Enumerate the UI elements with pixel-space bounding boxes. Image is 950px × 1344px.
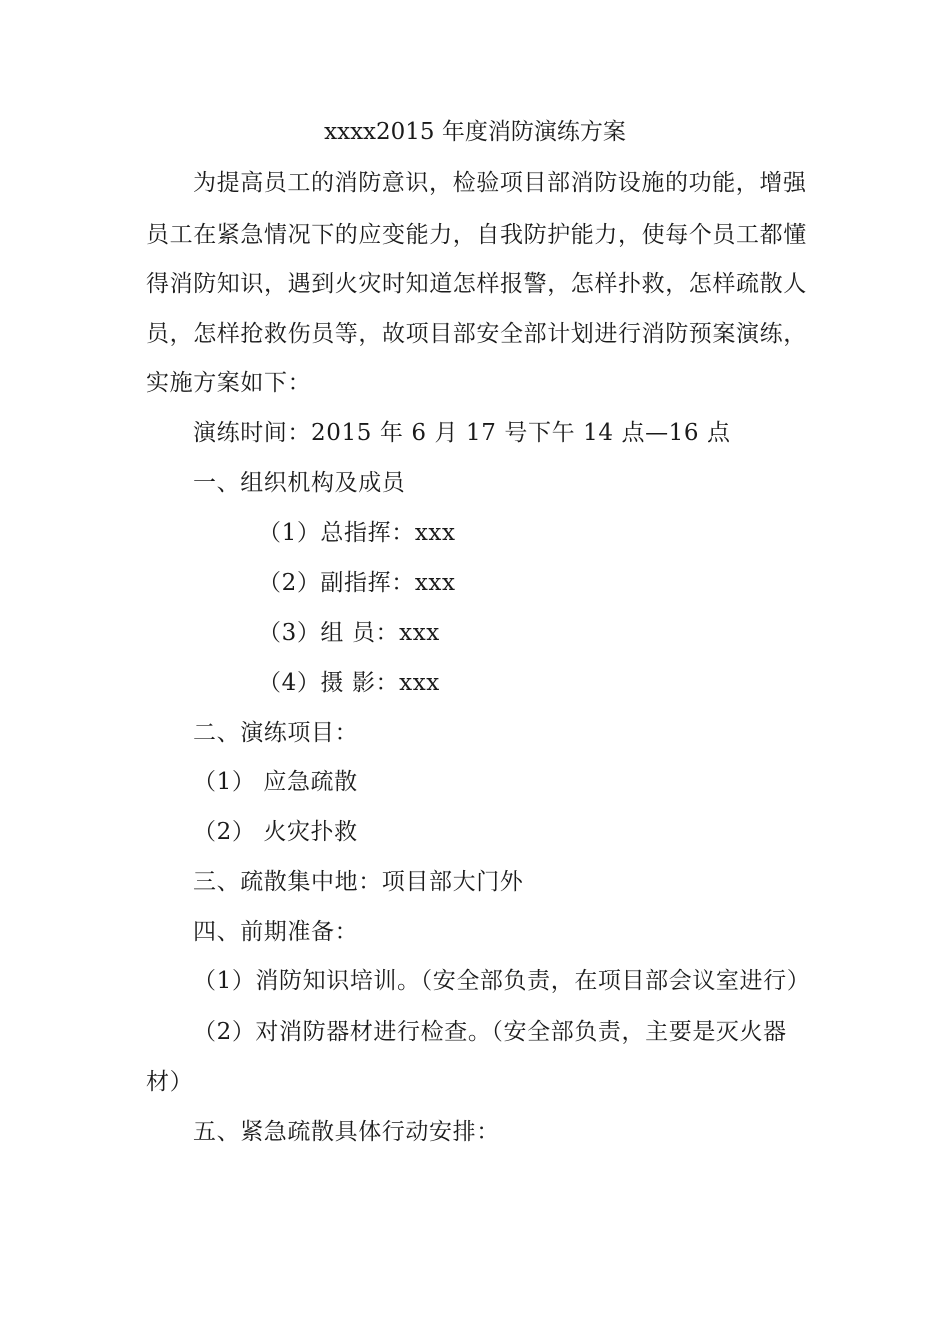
member-team: （3）组 员：xxx bbox=[258, 620, 440, 646]
intro-line-2: 员工在紧急情况下的应变能力，自我防护能力，使每个员工都懂 bbox=[146, 222, 807, 248]
drill-item-evacuation: （1） 应急疏散 bbox=[193, 769, 358, 795]
drill-time: 演练时间：2015 年 6 月 17 号下午 14 点—16 点 bbox=[193, 420, 731, 446]
member-photographer: （4）摄 影：xxx bbox=[258, 670, 440, 696]
prep-item-inspection-line-2: 材） bbox=[146, 1069, 194, 1095]
section-4-heading: 四、前期准备： bbox=[193, 919, 359, 945]
drill-item-firefighting: （2） 火灾扑救 bbox=[193, 819, 358, 845]
section-1-heading: 一、组织机构及成员 bbox=[193, 470, 406, 496]
section-2-heading: 二、演练项目： bbox=[193, 720, 359, 746]
intro-line-1: 为提高员工的消防意识，检验项目部消防设施的功能，增强 bbox=[193, 170, 807, 196]
section-5-heading: 五、紧急疏散具体行动安排： bbox=[193, 1119, 500, 1145]
intro-line-3: 得消防知识，遇到火灾时知道怎样报警，怎样扑救，怎样疏散人 bbox=[146, 271, 807, 297]
member-commander: （1）总指挥：xxx bbox=[258, 520, 456, 546]
prep-item-training: （1）消防知识培训。（安全部负责，在项目部会议室进行） bbox=[193, 968, 811, 994]
intro-line-4: 员，怎样抢救伤员等，故项目部安全部计划进行消防预案演练， bbox=[146, 321, 807, 347]
member-deputy-commander: （2）副指挥：xxx bbox=[258, 570, 456, 596]
prep-item-inspection-line-1: （2）对消防器材进行检查。（安全部负责，主要是灭火器 bbox=[193, 1019, 787, 1045]
intro-line-5: 实施方案如下： bbox=[146, 370, 312, 396]
section-3-heading: 三、疏散集中地：项目部大门外 bbox=[193, 869, 524, 895]
document-title: xxxx2015 年度消防演练方案 bbox=[324, 119, 626, 145]
